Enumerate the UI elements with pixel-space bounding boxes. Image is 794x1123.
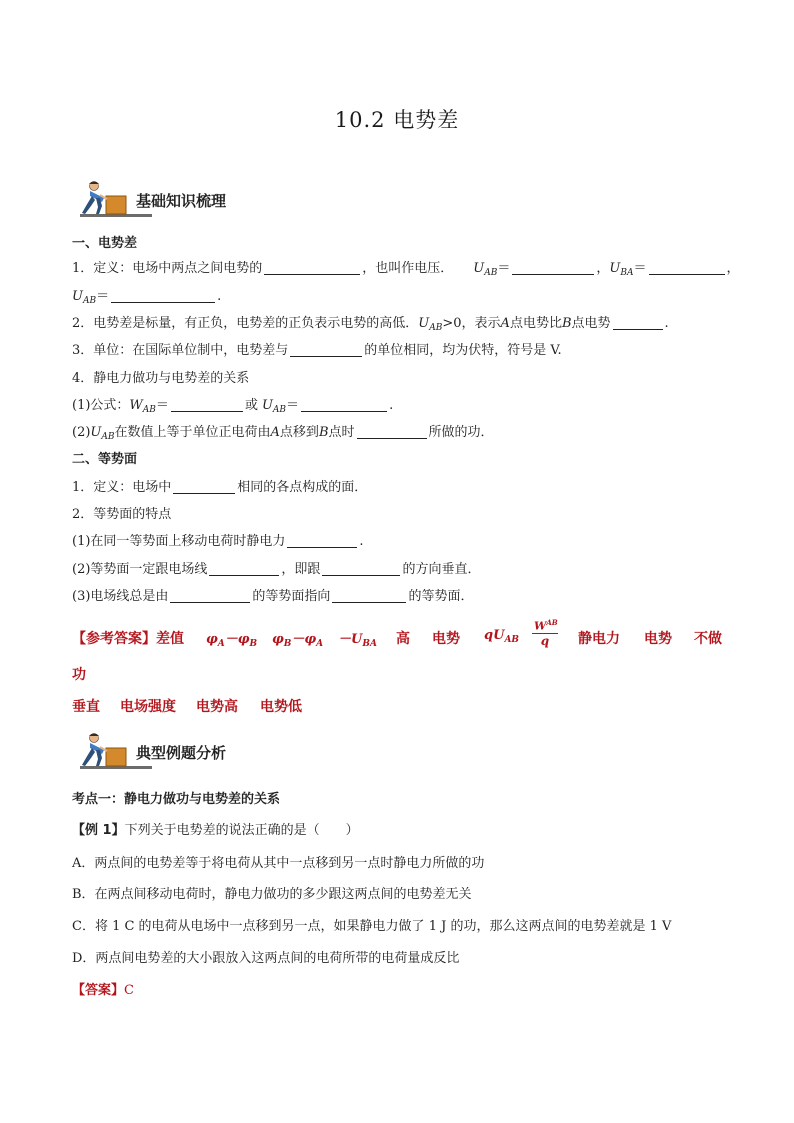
section-title-basics: 基础知识梳理 bbox=[136, 192, 227, 210]
answer-item: 不做 bbox=[694, 631, 722, 647]
subscript: BA bbox=[620, 268, 634, 278]
section-header-examples bbox=[76, 732, 276, 772]
answer-item: 差值 bbox=[156, 631, 184, 647]
blank bbox=[171, 397, 243, 412]
answer-item: $\varphi_A-\varphi_B$ bbox=[206, 632, 258, 649]
heading-potential-difference: 一、电势差 bbox=[72, 236, 138, 251]
blank bbox=[264, 260, 360, 275]
text: 2．电势差是标量，有正负，电势差的正负表示电势的高低． bbox=[72, 316, 419, 331]
text: ， bbox=[596, 261, 610, 276]
blank bbox=[209, 561, 279, 576]
option-c: C．将 1 C 的电荷从电场中一点移到另一点，如果静电力做了 1 J 的功，那么这两点间的电势差就是 1 V bbox=[72, 919, 672, 934]
text: (2)等势面一定跟电场线 bbox=[72, 562, 208, 577]
text: ＝ bbox=[497, 261, 511, 276]
section-title-examples: 典型例题分析 bbox=[136, 744, 227, 762]
equipotential-features: 2．等势面的特点 bbox=[72, 507, 172, 522]
answer-item: 高 bbox=[396, 631, 410, 647]
option-a: A．两点间的电势差等于将电荷从其中一点移到另一点时静电力所做的功 bbox=[72, 856, 485, 871]
text: 或 bbox=[244, 398, 258, 413]
equipotential-definition bbox=[72, 479, 367, 497]
symbol: A bbox=[270, 425, 280, 440]
text: ， bbox=[726, 261, 740, 276]
answer-item: $-U_{BA}$ bbox=[338, 632, 377, 649]
feature-2 bbox=[72, 561, 480, 579]
example-answer bbox=[72, 982, 134, 1000]
text: 点移到 bbox=[279, 425, 319, 440]
example-label: 【例 1】 bbox=[72, 823, 125, 838]
text: ，即跟 bbox=[281, 562, 321, 577]
answer-item: 电场强度 bbox=[120, 699, 176, 715]
symbol: U bbox=[90, 425, 102, 440]
answer-item: 功 bbox=[72, 667, 86, 683]
symbol: A bbox=[500, 316, 510, 331]
blank bbox=[322, 561, 400, 576]
blank bbox=[290, 342, 362, 357]
definition-line bbox=[72, 260, 740, 282]
symbol: W bbox=[129, 398, 143, 413]
text: (2) bbox=[72, 425, 91, 440]
text: 的方向垂直． bbox=[402, 562, 481, 577]
unit-charge-line bbox=[72, 424, 494, 446]
text: 相同的各点构成的面． bbox=[237, 480, 368, 495]
blank bbox=[613, 315, 663, 330]
page-title: 10.2 电势差 bbox=[334, 108, 460, 132]
unit-line bbox=[72, 342, 562, 360]
blank bbox=[301, 397, 387, 412]
answer-label: 【答案】 bbox=[72, 983, 125, 998]
feature-1 bbox=[72, 533, 364, 551]
text: ＝ bbox=[96, 289, 110, 304]
option-d: D．两点间电势差的大小跟放入这两点间的电荷所带的电荷量成反比 bbox=[72, 951, 460, 966]
text: (3)电场线总是由 bbox=[72, 589, 169, 604]
answer-item: 电势 bbox=[644, 631, 672, 647]
symbol: U bbox=[418, 316, 430, 331]
symbol: U bbox=[72, 289, 83, 304]
section-header-basics bbox=[76, 180, 276, 220]
text: ，也叫作电压． bbox=[362, 261, 454, 276]
symbol: U bbox=[261, 398, 273, 413]
text: (1)在同一等势面上移动电荷时静电力 bbox=[72, 534, 286, 549]
answer-fraction bbox=[532, 618, 558, 648]
answer-item: 电势高 bbox=[196, 699, 238, 715]
answer-tag: 【参考答案】 bbox=[72, 631, 156, 647]
answer-item: 静电力 bbox=[578, 631, 620, 647]
subscript: AB bbox=[272, 405, 287, 415]
text: . bbox=[359, 534, 364, 549]
text: 1．定义：电场中 bbox=[72, 480, 172, 495]
text: ＝ bbox=[286, 398, 300, 413]
answer-item: 电势 bbox=[432, 631, 460, 647]
text: 的单位相同，均为伏特，符号是 V. bbox=[364, 343, 562, 358]
subscript: AB bbox=[429, 323, 443, 333]
text: 点时 bbox=[328, 425, 355, 440]
text: . bbox=[664, 316, 669, 331]
example-question bbox=[72, 822, 359, 840]
text: 所做的功． bbox=[428, 425, 494, 440]
answer-item: $qU_{AB}$ bbox=[484, 628, 520, 645]
text: ＝ bbox=[633, 261, 647, 276]
answer-value: C bbox=[124, 983, 134, 998]
text: 在数值上等于单位正电荷由 bbox=[114, 425, 271, 440]
option-b: B．在两点间移动电荷时，静电力做功的多少跟这两点间的电势差无关 bbox=[72, 887, 472, 902]
symbol: B bbox=[318, 425, 329, 440]
text: 的等势面． bbox=[408, 589, 474, 604]
subscript: AB bbox=[484, 268, 498, 278]
symbol: B bbox=[561, 316, 572, 331]
text: (1)公式： bbox=[72, 398, 130, 413]
fraction-denominator: q bbox=[540, 633, 550, 648]
fraction-numerator: $W^{AB}$ bbox=[534, 618, 558, 633]
text: 3．单位：在国际单位制中，电势差与 bbox=[72, 343, 289, 358]
blank bbox=[512, 260, 594, 275]
uab-line bbox=[72, 288, 221, 310]
blank bbox=[170, 588, 250, 603]
text: 1．定义：电场中两点之间电势的 bbox=[72, 261, 263, 276]
text: 的等势面指向 bbox=[252, 589, 331, 604]
scalar-line bbox=[72, 315, 669, 337]
subscript: AB bbox=[82, 296, 97, 306]
heading-equipotential: 二、等势面 bbox=[72, 452, 138, 467]
feature-3 bbox=[72, 588, 473, 606]
answer-item: 电势低 bbox=[260, 699, 302, 715]
blank bbox=[357, 424, 427, 439]
formula-line bbox=[72, 397, 393, 419]
symbol: U bbox=[473, 261, 485, 276]
text: . bbox=[389, 398, 394, 413]
subscript: AB bbox=[142, 405, 156, 415]
blank bbox=[649, 260, 725, 275]
text: . bbox=[217, 289, 222, 304]
blank bbox=[287, 533, 357, 548]
answer-item: 垂直 bbox=[72, 699, 100, 715]
question-text: 下列关于电势差的说法正确的是（ ） bbox=[124, 823, 359, 838]
exam-point-heading: 考点一：静电力做功与电势差的关系 bbox=[72, 792, 281, 807]
text: ＝ bbox=[155, 398, 169, 413]
text: 点电势比 bbox=[509, 316, 562, 331]
text: >0，表示 bbox=[442, 316, 501, 331]
text: 点电势 bbox=[571, 316, 611, 331]
work-relation-line: 4．静电力做功与电势差的关系 bbox=[72, 371, 250, 386]
blank bbox=[332, 588, 406, 603]
symbol: U bbox=[609, 261, 621, 276]
blank bbox=[173, 479, 235, 494]
subscript: AB bbox=[101, 432, 115, 442]
answer-item: $\varphi_B-\varphi_A$ bbox=[272, 632, 324, 649]
blank bbox=[111, 288, 215, 303]
